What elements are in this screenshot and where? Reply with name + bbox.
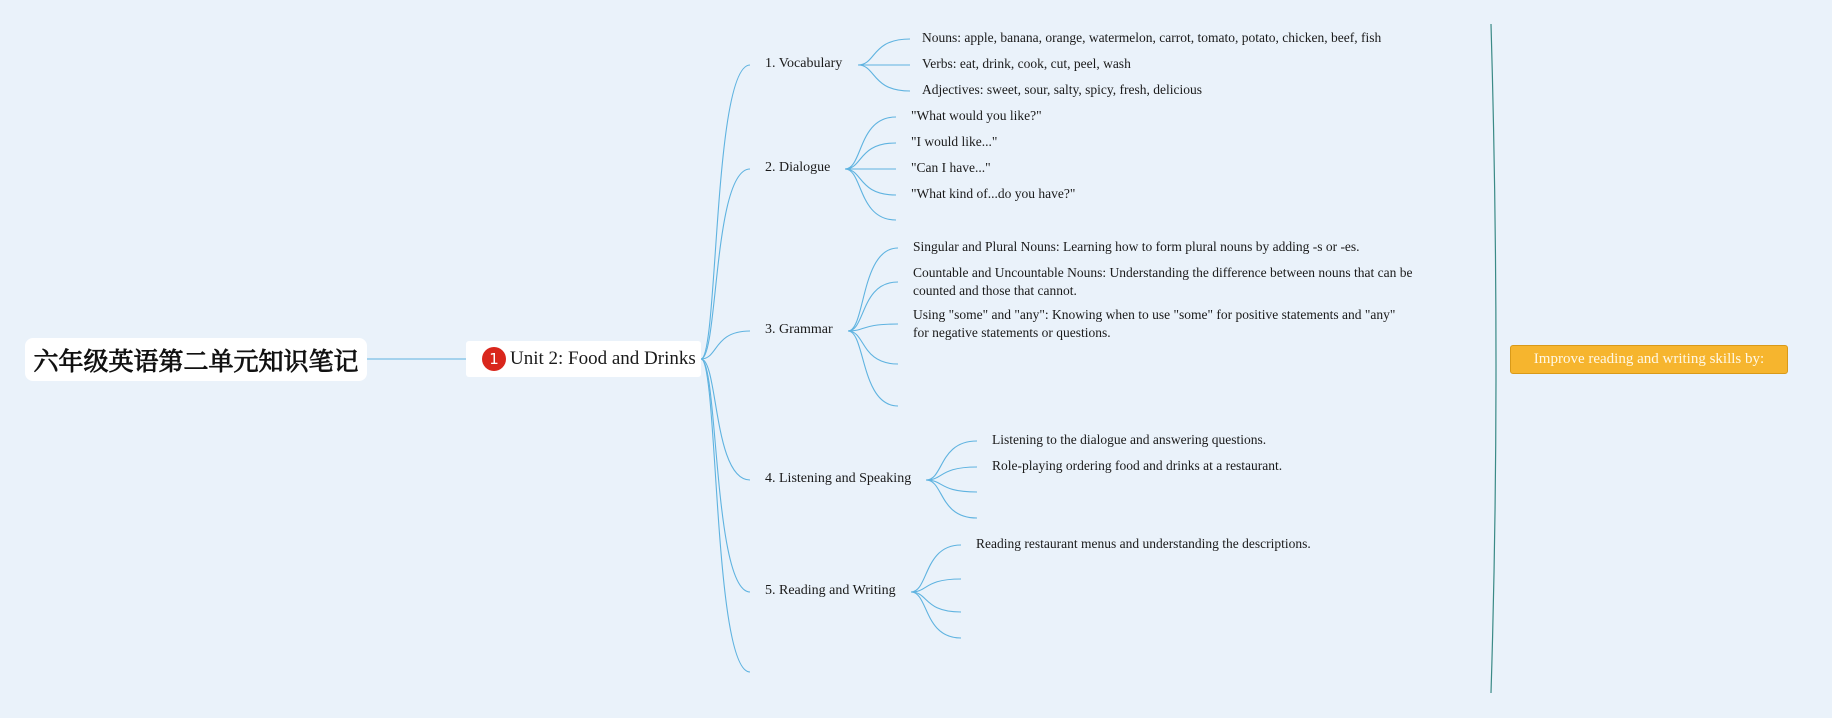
subtopic-node[interactable]: Singular and Plural Nouns: Learning how to form plural nouns by adding -s or -es. bbox=[913, 239, 1360, 254]
topic-child-connector bbox=[858, 39, 910, 65]
topic-node[interactable]: 3. Grammar bbox=[765, 322, 833, 337]
topic-child-connector bbox=[926, 480, 977, 492]
subtopic-node[interactable]: Nouns: apple, banana, orange, watermelon, carrot, tomato, potato, chicken, beef, fish bbox=[922, 30, 1382, 45]
topic-node[interactable]: 4. Listening and Speaking bbox=[765, 471, 912, 486]
subtopic-node[interactable]: "I would like..." bbox=[911, 134, 998, 149]
subtopic-node[interactable]: Reading restaurant menus and understanding the descriptions. bbox=[976, 536, 1311, 551]
subtopic-node[interactable]: Verbs: eat, drink, cook, cut, peel, wash bbox=[922, 56, 1131, 71]
priority-1-icon: 1 bbox=[482, 347, 506, 371]
unit-topic-connector bbox=[701, 359, 750, 672]
summary-bracket bbox=[1491, 24, 1496, 693]
subtopic-node[interactable]: Listening to the dialogue and answering questions. bbox=[992, 432, 1267, 447]
summary-callout[interactable] bbox=[1510, 345, 1788, 374]
subtopic-node[interactable]: Adjectives: sweet, sour, salty, spicy, fresh, delicious bbox=[922, 82, 1203, 97]
topic-child-connector bbox=[926, 480, 977, 518]
callout-label: Improve reading and writing skills by: bbox=[1533, 351, 1765, 367]
unit-topic-connector bbox=[701, 359, 750, 592]
root-title: 六年级英语第二单元知识笔记 bbox=[33, 346, 359, 376]
topic-child-connector bbox=[926, 467, 977, 480]
subtopic-node[interactable]: "What kind of...do you have?" bbox=[911, 186, 1076, 201]
unit-title: Unit 2: Food and Drinks bbox=[510, 348, 696, 369]
topic-child-connector bbox=[911, 545, 961, 592]
topic-child-connector bbox=[858, 65, 910, 91]
subtopic-node[interactable]: Using "some" and "any": Knowing when to use "some" for positive statements and "any" for negative statements or questions. bbox=[913, 307, 1396, 340]
topic-child-connector bbox=[911, 579, 961, 592]
subtopic-node[interactable]: "What would you like?" bbox=[911, 108, 1042, 123]
topic-child-connector bbox=[848, 248, 898, 331]
topic-child-connector bbox=[926, 441, 977, 480]
subtopic-node[interactable]: Countable and Uncountable Nouns: Understanding the difference between nouns that can be counted and those that cannot. bbox=[913, 265, 1413, 298]
subtopic-node[interactable]: "Can I have..." bbox=[911, 160, 991, 175]
topic-child-connector bbox=[911, 592, 961, 638]
topic-node[interactable]: 5. Reading and Writing bbox=[765, 583, 896, 598]
unit-topic[interactable] bbox=[466, 341, 701, 377]
subtopic-node[interactable]: Role-playing ordering food and drinks at a restaurant. bbox=[992, 458, 1283, 473]
unit-topic-connector bbox=[701, 169, 750, 359]
topic-node[interactable]: 1. Vocabulary bbox=[765, 56, 843, 71]
topic-child-connector bbox=[848, 331, 898, 406]
root-topic[interactable] bbox=[25, 338, 367, 381]
topic-node[interactable]: 2. Dialogue bbox=[765, 160, 831, 175]
topic-child-connector bbox=[848, 331, 898, 364]
